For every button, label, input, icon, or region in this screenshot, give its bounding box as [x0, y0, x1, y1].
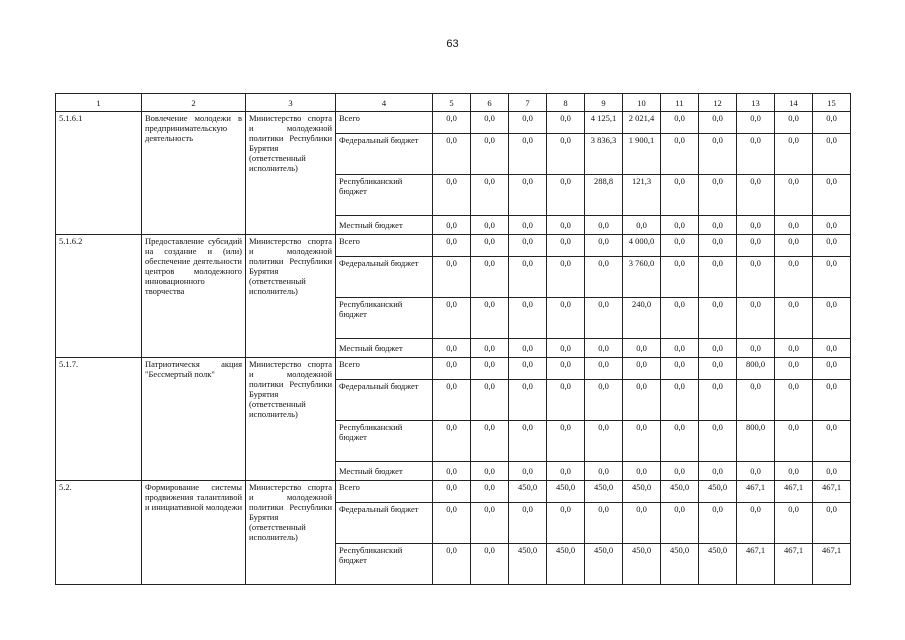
- budget-value: 0,0: [661, 298, 699, 339]
- budget-value: 0,0: [509, 339, 547, 358]
- budget-value: 0,0: [737, 503, 775, 544]
- budget-value: 0,0: [471, 421, 509, 462]
- budget-value: 450,0: [699, 544, 737, 585]
- budget-value: 0,0: [699, 358, 737, 380]
- budget-value: 0,0: [699, 134, 737, 175]
- budget-value: 0,0: [813, 257, 851, 298]
- item-executor: Министерство спорта и молодежной политики Республики Бурятия (ответственный исполнитель): [246, 358, 336, 481]
- budget-value: 0,0: [699, 503, 737, 544]
- budget-value: 0,0: [547, 503, 585, 544]
- budget-value: 450,0: [623, 544, 661, 585]
- budget-value: 0,0: [433, 216, 471, 235]
- budget-value: 0,0: [509, 462, 547, 481]
- budget-value: 0,0: [433, 380, 471, 421]
- table-row: [56, 112, 851, 134]
- budget-value: 0,0: [737, 134, 775, 175]
- budget-value: 0,0: [509, 235, 547, 257]
- column-header: 6: [471, 94, 509, 112]
- budget-value: 0,0: [433, 298, 471, 339]
- budget-value: 0,0: [737, 235, 775, 257]
- budget-value: 0,0: [547, 257, 585, 298]
- budget-value: 0,0: [547, 421, 585, 462]
- budget-value: 0,0: [547, 235, 585, 257]
- budget-value: 0,0: [509, 216, 547, 235]
- budget-value: 467,1: [737, 481, 775, 503]
- budget-value: 0,0: [509, 175, 547, 216]
- funding-source: Федеральный бюджет: [336, 257, 433, 298]
- budget-value: 450,0: [699, 481, 737, 503]
- budget-value: 0,0: [661, 134, 699, 175]
- item-executor: Министерство спорта и молодежной политики Республики Бурятия (ответственный исполнитель): [246, 235, 336, 358]
- budget-value: 0,0: [699, 216, 737, 235]
- budget-value: 0,0: [699, 339, 737, 358]
- budget-value: 0,0: [547, 298, 585, 339]
- budget-value: 0,0: [775, 134, 813, 175]
- budget-value: 0,0: [699, 235, 737, 257]
- budget-value: 0,0: [471, 358, 509, 380]
- budget-value: 0,0: [471, 380, 509, 421]
- budget-table: [55, 93, 851, 585]
- budget-value: 0,0: [661, 358, 699, 380]
- item-code: 5.2.: [56, 481, 142, 585]
- budget-value: 121,3: [623, 175, 661, 216]
- budget-value: 800,0: [737, 421, 775, 462]
- budget-value: 0,0: [813, 175, 851, 216]
- budget-value: 0,0: [585, 339, 623, 358]
- budget-value: 0,0: [547, 380, 585, 421]
- budget-value: 0,0: [699, 462, 737, 481]
- page-number: 63: [446, 38, 459, 50]
- budget-value: 288,8: [585, 175, 623, 216]
- budget-value: 0,0: [471, 503, 509, 544]
- budget-value: 0,0: [775, 235, 813, 257]
- budget-value: 3 836,3: [585, 134, 623, 175]
- budget-value: 0,0: [471, 112, 509, 134]
- budget-value: 0,0: [775, 257, 813, 298]
- budget-value: 0,0: [699, 421, 737, 462]
- column-header: 15: [813, 94, 851, 112]
- budget-value: 0,0: [471, 257, 509, 298]
- budget-value: 0,0: [737, 257, 775, 298]
- item-executor: Министерство спорта и молодежной политики Республики Бурятия (ответственный исполнитель): [246, 112, 336, 235]
- budget-value: 0,0: [775, 339, 813, 358]
- funding-source: Федеральный бюджет: [336, 503, 433, 544]
- budget-value: 0,0: [585, 298, 623, 339]
- budget-value: 0,0: [661, 175, 699, 216]
- column-header: 9: [585, 94, 623, 112]
- budget-value: 0,0: [433, 112, 471, 134]
- funding-source: Местный бюджет: [336, 216, 433, 235]
- budget-value: 0,0: [547, 462, 585, 481]
- budget-value: 0,0: [471, 235, 509, 257]
- budget-value: 467,1: [775, 544, 813, 585]
- budget-value: 0,0: [775, 358, 813, 380]
- budget-value: 0,0: [509, 503, 547, 544]
- budget-value: 0,0: [661, 235, 699, 257]
- budget-value: 0,0: [813, 298, 851, 339]
- budget-value: 0,0: [699, 175, 737, 216]
- budget-value: 0,0: [661, 112, 699, 134]
- column-header: 10: [623, 94, 661, 112]
- item-name: Формирование системы продвижения талантливой и инициативной молодежи: [142, 481, 246, 585]
- budget-value: 0,0: [737, 216, 775, 235]
- budget-value: 0,0: [661, 339, 699, 358]
- budget-value: 0,0: [433, 134, 471, 175]
- budget-value: 800,0: [737, 358, 775, 380]
- item-name: Предоставление субсидий на создание и (или) обеспечение деятельности центров молодежного инновационного творчества: [142, 235, 246, 358]
- budget-value: 3 760,0: [623, 257, 661, 298]
- budget-value: 467,1: [775, 481, 813, 503]
- budget-value: 0,0: [471, 298, 509, 339]
- budget-value: 0,0: [471, 481, 509, 503]
- budget-value: 0,0: [471, 462, 509, 481]
- column-header: 11: [661, 94, 699, 112]
- budget-value: 0,0: [433, 503, 471, 544]
- budget-value: 450,0: [547, 481, 585, 503]
- column-header: 3: [246, 94, 336, 112]
- budget-value: 0,0: [585, 421, 623, 462]
- column-header: 1: [56, 94, 142, 112]
- item-code: 5.1.6.2: [56, 235, 142, 358]
- budget-value: 0,0: [623, 503, 661, 544]
- funding-source: Местный бюджет: [336, 462, 433, 481]
- item-name: Патриотическя акция "Бессмертый полк": [142, 358, 246, 481]
- funding-source: Всего: [336, 481, 433, 503]
- budget-value: 0,0: [471, 175, 509, 216]
- funding-source: Республиканский бюджет: [336, 175, 433, 216]
- budget-value: 0,0: [813, 134, 851, 175]
- budget-value: 0,0: [813, 380, 851, 421]
- budget-value: 0,0: [775, 112, 813, 134]
- budget-value: 0,0: [661, 380, 699, 421]
- budget-value: 0,0: [585, 216, 623, 235]
- budget-value: 4 000,0: [623, 235, 661, 257]
- budget-value: 0,0: [661, 421, 699, 462]
- budget-value: 0,0: [737, 462, 775, 481]
- budget-value: 0,0: [585, 358, 623, 380]
- budget-value: 0,0: [813, 235, 851, 257]
- budget-value: 0,0: [509, 358, 547, 380]
- budget-value: 0,0: [509, 134, 547, 175]
- funding-source: Всего: [336, 235, 433, 257]
- funding-source: Республиканский бюджет: [336, 298, 433, 339]
- budget-value: 450,0: [509, 481, 547, 503]
- budget-value: 467,1: [813, 481, 851, 503]
- budget-value: 450,0: [585, 544, 623, 585]
- item-executor: Министерство спорта и молодежной политики Республики Бурятия (ответственный исполнитель): [246, 481, 336, 585]
- budget-value: 0,0: [661, 503, 699, 544]
- budget-value: 450,0: [623, 481, 661, 503]
- table-row: [56, 358, 851, 380]
- budget-value: 0,0: [585, 503, 623, 544]
- budget-value: 0,0: [433, 235, 471, 257]
- budget-value: 0,0: [471, 544, 509, 585]
- budget-value: 0,0: [775, 175, 813, 216]
- column-header: 4: [336, 94, 433, 112]
- budget-value: 0,0: [509, 380, 547, 421]
- funding-source: Всего: [336, 112, 433, 134]
- budget-value: 0,0: [699, 298, 737, 339]
- budget-value: 0,0: [813, 112, 851, 134]
- budget-value: 0,0: [737, 298, 775, 339]
- budget-value: 2 021,4: [623, 112, 661, 134]
- budget-value: 0,0: [737, 380, 775, 421]
- budget-value: 0,0: [775, 380, 813, 421]
- budget-value: 0,0: [471, 216, 509, 235]
- budget-value: 0,0: [661, 257, 699, 298]
- budget-value: 0,0: [737, 112, 775, 134]
- header-row: [56, 94, 851, 112]
- column-header: 7: [509, 94, 547, 112]
- column-header: 8: [547, 94, 585, 112]
- budget-value: 0,0: [623, 462, 661, 481]
- budget-value: 0,0: [737, 175, 775, 216]
- budget-value: 0,0: [699, 112, 737, 134]
- column-header: 12: [699, 94, 737, 112]
- budget-value: 0,0: [547, 134, 585, 175]
- column-header: 14: [775, 94, 813, 112]
- budget-value: 0,0: [813, 216, 851, 235]
- budget-value: 0,0: [813, 503, 851, 544]
- budget-value: 0,0: [699, 257, 737, 298]
- budget-value: 0,0: [775, 216, 813, 235]
- budget-value: 0,0: [433, 339, 471, 358]
- budget-value: 0,0: [433, 462, 471, 481]
- funding-source: Федеральный бюджет: [336, 380, 433, 421]
- budget-value: 0,0: [433, 257, 471, 298]
- item-code: 5.1.7.: [56, 358, 142, 481]
- budget-value: 0,0: [623, 380, 661, 421]
- budget-value: 0,0: [433, 544, 471, 585]
- budget-value: 0,0: [661, 462, 699, 481]
- budget-value: 0,0: [813, 462, 851, 481]
- budget-value: 0,0: [775, 298, 813, 339]
- funding-source: Всего: [336, 358, 433, 380]
- table-row: [56, 481, 851, 503]
- budget-value: 0,0: [547, 339, 585, 358]
- budget-value: 0,0: [509, 298, 547, 339]
- budget-value: 0,0: [775, 462, 813, 481]
- budget-value: 1 900,1: [623, 134, 661, 175]
- budget-value: 0,0: [547, 175, 585, 216]
- budget-value: 240,0: [623, 298, 661, 339]
- budget-value: 0,0: [471, 339, 509, 358]
- budget-value: 467,1: [737, 544, 775, 585]
- budget-value: 0,0: [471, 134, 509, 175]
- column-header: 5: [433, 94, 471, 112]
- funding-source: Местный бюджет: [336, 339, 433, 358]
- budget-value: 4 125,1: [585, 112, 623, 134]
- budget-value: 0,0: [509, 112, 547, 134]
- column-header: 2: [142, 94, 246, 112]
- budget-value: 0,0: [433, 358, 471, 380]
- budget-value: 0,0: [737, 339, 775, 358]
- budget-value: 0,0: [585, 257, 623, 298]
- budget-value: 0,0: [623, 339, 661, 358]
- item-name: Вовлечение молодежи в предпринимательскую деятельность: [142, 112, 246, 235]
- budget-value: 0,0: [433, 481, 471, 503]
- budget-value: 0,0: [547, 216, 585, 235]
- budget-value: 0,0: [547, 358, 585, 380]
- budget-value: 0,0: [623, 421, 661, 462]
- budget-value: 450,0: [661, 481, 699, 503]
- budget-value: 0,0: [509, 257, 547, 298]
- budget-value: 0,0: [547, 112, 585, 134]
- budget-value: 0,0: [775, 421, 813, 462]
- budget-value: 450,0: [661, 544, 699, 585]
- budget-value: 0,0: [585, 462, 623, 481]
- budget-value: 0,0: [585, 380, 623, 421]
- column-header: 13: [737, 94, 775, 112]
- funding-source: Республиканский бюджет: [336, 544, 433, 585]
- budget-value: 0,0: [661, 216, 699, 235]
- budget-value: 0,0: [509, 421, 547, 462]
- funding-source: Республиканский бюджет: [336, 421, 433, 462]
- budget-value: 0,0: [433, 421, 471, 462]
- budget-value: 467,1: [813, 544, 851, 585]
- budget-value: 0,0: [813, 358, 851, 380]
- budget-value: 450,0: [509, 544, 547, 585]
- budget-value: 0,0: [813, 421, 851, 462]
- budget-value: 0,0: [775, 503, 813, 544]
- budget-value: 0,0: [699, 380, 737, 421]
- budget-value: 0,0: [585, 235, 623, 257]
- budget-value: 0,0: [433, 175, 471, 216]
- budget-value: 0,0: [623, 216, 661, 235]
- item-code: 5.1.6.1: [56, 112, 142, 235]
- budget-value: 0,0: [623, 358, 661, 380]
- funding-source: Федеральный бюджет: [336, 134, 433, 175]
- budget-value: 450,0: [547, 544, 585, 585]
- budget-value: 0,0: [813, 339, 851, 358]
- table-row: [56, 235, 851, 257]
- budget-value: 450,0: [585, 481, 623, 503]
